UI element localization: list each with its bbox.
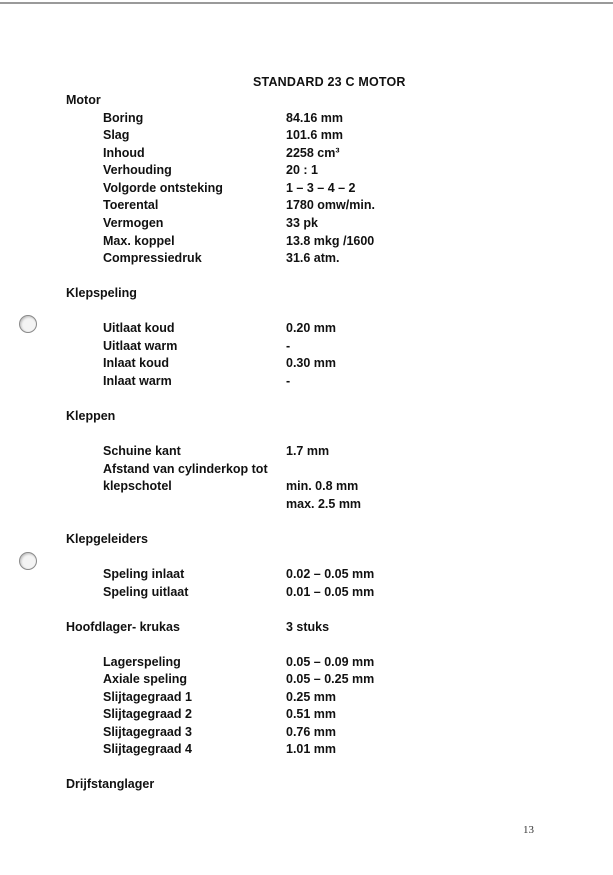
spec-label: Afstand van cylinderkop tot — [103, 462, 268, 476]
spec-label: Uitlaat koud — [103, 321, 175, 335]
spec-value: 0.76 mm — [286, 725, 337, 739]
punch-hole-icon — [19, 315, 37, 333]
spec-label: Speling uitlaat — [103, 585, 189, 599]
spec-value: 1.7 mm — [286, 444, 330, 458]
spec-value: 1.01 mm — [286, 742, 337, 756]
spec-label: Lagerspeling — [103, 655, 181, 669]
scan-top-edge — [0, 2, 613, 4]
spec-value: 0.20 mm — [286, 321, 337, 335]
spec-value: 0.01 – 0.05 mm — [286, 585, 375, 599]
spec-label: Verhouding — [103, 163, 172, 177]
section-heading-drijfstanglager: Drijfstanglager — [66, 777, 155, 791]
spec-value: - — [286, 339, 291, 353]
spec-value: - — [286, 374, 291, 388]
spec-label: Toerental — [103, 198, 159, 212]
spec-label: Max. koppel — [103, 234, 175, 248]
spec-value: 0.30 mm — [286, 356, 337, 370]
spec-label: Slijtagegraad 4 — [103, 742, 192, 756]
spec-value: 0.25 mm — [286, 690, 337, 704]
spec-label: Slijtagegraad 3 — [103, 725, 192, 739]
spec-label: Volgorde ontsteking — [103, 181, 223, 195]
section-heading-hoofdlager: Hoofdlager- krukas — [66, 620, 180, 634]
punch-hole-icon — [19, 552, 37, 570]
page-number: 13 — [523, 824, 534, 836]
spec-label: Slijtagegraad 1 — [103, 690, 192, 704]
spec-label: Compressiedruk — [103, 251, 202, 265]
section-heading-kleppen: Kleppen — [66, 409, 116, 423]
spec-value: 0.51 mm — [286, 707, 337, 721]
spec-value: 3 stuks — [286, 620, 330, 634]
section-heading-klepgeleiders: Klepgeleiders — [66, 532, 148, 546]
spec-label: Speling inlaat — [103, 567, 185, 581]
spec-value: max. 2.5 mm — [286, 497, 362, 511]
page-title: STANDARD 23 C MOTOR — [253, 75, 406, 89]
spec-label: Inlaat warm — [103, 374, 172, 388]
spec-value: 1780 omw/min. — [286, 198, 375, 212]
spec-value: 0.05 – 0.25 mm — [286, 672, 375, 686]
spec-value: 0.05 – 0.09 mm — [286, 655, 375, 669]
spec-value: 1 – 3 – 4 – 2 — [286, 181, 356, 195]
spec-label: Slag — [103, 128, 130, 142]
spec-label: Schuine kant — [103, 444, 181, 458]
spec-value: 101.6 mm — [286, 128, 343, 142]
spec-label: Uitlaat warm — [103, 339, 178, 353]
spec-value: 13.8 mkg /1600 — [286, 234, 375, 248]
spec-value: 33 pk — [286, 216, 318, 230]
spec-label: klepschotel — [103, 479, 172, 493]
spec-label: Inlaat koud — [103, 356, 169, 370]
spec-value: 20 : 1 — [286, 163, 318, 177]
spec-value: 2258 cm³ — [286, 146, 340, 160]
spec-value: 84.16 mm — [286, 111, 343, 125]
spec-label: Vermogen — [103, 216, 164, 230]
section-heading-klepspeling: Klepspeling — [66, 286, 137, 300]
section-heading-motor: Motor — [66, 93, 101, 107]
spec-label: Inhoud — [103, 146, 145, 160]
spec-value: 31.6 atm. — [286, 251, 340, 265]
spec-label: Boring — [103, 111, 144, 125]
spec-label: Axiale speling — [103, 672, 188, 686]
spec-value: min. 0.8 mm — [286, 479, 359, 493]
spec-label: Slijtagegraad 2 — [103, 707, 192, 721]
spec-value: 0.02 – 0.05 mm — [286, 567, 375, 581]
